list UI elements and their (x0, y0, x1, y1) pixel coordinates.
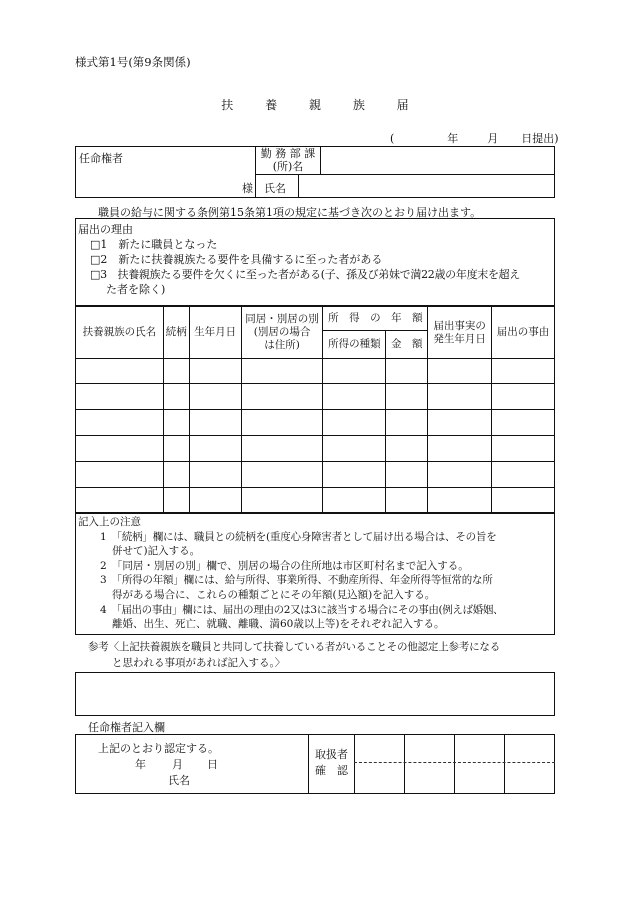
title-char: 親 (308, 98, 321, 112)
table-cell[interactable] (492, 410, 555, 436)
certify-text: 上記のとおり認定する。 (98, 742, 219, 755)
table-cell[interactable] (386, 488, 428, 514)
form-title (0, 96, 630, 113)
table-cell[interactable] (76, 462, 164, 488)
notes-heading: 記入上の注意 (78, 516, 141, 528)
note-line: 4 「届出の事由」欄には、届出の理由の2又は3に該当する場合にその事由(例えば婚姻、 (100, 603, 504, 616)
table-cell[interactable] (386, 436, 428, 462)
col-header-income-type: 所得の種類 (323, 331, 386, 359)
certify-name-label: 氏名 (168, 774, 190, 787)
table-cell[interactable] (189, 462, 241, 488)
table-cell[interactable] (428, 359, 492, 384)
appointing-authority-label: 任命権者 (79, 152, 123, 165)
table-cell[interactable] (189, 359, 241, 384)
certify-year: 年 (135, 758, 146, 771)
handler-stamp-2[interactable] (405, 735, 454, 793)
table-cell[interactable] (241, 488, 323, 514)
table-cell[interactable] (323, 410, 386, 436)
table-cell[interactable] (428, 488, 492, 514)
table-cell[interactable] (323, 359, 386, 384)
table-cell[interactable] (189, 436, 241, 462)
notes-section (78, 515, 553, 632)
table-cell[interactable] (428, 410, 492, 436)
table-cell[interactable] (492, 462, 555, 488)
date-year: 年 (447, 132, 459, 145)
note-line: 1 「続柄」欄には、職員との続柄を(重度心身障害者として届け出る場合は、その旨を (100, 530, 497, 543)
table-row (76, 436, 555, 462)
certify-month: 月 (172, 758, 183, 771)
note-line: 得がある場合に、これらの種類ごとにその年額(見込額)を記入する。 (112, 588, 436, 601)
reference-field[interactable] (75, 672, 555, 716)
table-cell[interactable] (241, 410, 323, 436)
table-cell[interactable] (163, 436, 189, 462)
table-row (76, 410, 555, 436)
col-header-relation: 続柄 (163, 307, 189, 359)
table-cell[interactable] (241, 359, 323, 384)
table-cell[interactable] (76, 359, 164, 384)
department-field[interactable] (321, 147, 554, 173)
table-cell[interactable] (428, 436, 492, 462)
reason-item-3-cont: た者を除く) (106, 283, 166, 296)
table-cell[interactable] (76, 436, 164, 462)
reference-text: 参考〈上記扶養親族を職員と共同して扶養している者がいることその他認定上参考になる と思われる事項があれば記入する。〉 (88, 641, 500, 669)
table-cell[interactable] (76, 488, 164, 514)
col-header-income-amount: 金 額 (386, 331, 428, 359)
table-cell[interactable] (386, 384, 428, 410)
table-cell[interactable] (163, 384, 189, 410)
table-row (76, 359, 555, 384)
table-cell[interactable] (323, 462, 386, 488)
reason-item-2[interactable]: □2 新たに扶養親族たる要件を具備するに至った者がある (90, 253, 383, 266)
form-id: 様式第1号(第9条関係) (75, 55, 191, 69)
table-cell[interactable] (386, 359, 428, 384)
table-cell[interactable] (189, 488, 241, 514)
col-header-name: 扶養親族の氏名 (76, 307, 164, 359)
statement-text: 職員の給与に関する条例第15条第1項の規定に基づき次のとおり届け出ます。 (98, 206, 482, 219)
table-cell[interactable] (189, 410, 241, 436)
note-line: 離婚、出生、死亡、就職、離職、満60歳以上等)をそれぞれ記入する。 (112, 618, 445, 631)
table-cell[interactable] (189, 384, 241, 410)
handler-stamp-3[interactable] (455, 735, 504, 793)
note-line: 併せて)記入する。 (112, 545, 201, 558)
table-cell[interactable] (386, 462, 428, 488)
table-cell[interactable] (163, 410, 189, 436)
title-char: 扶 (221, 98, 234, 112)
table-cell[interactable] (492, 436, 555, 462)
reason-heading: 届出の理由 (78, 223, 133, 236)
table-cell[interactable] (428, 384, 492, 410)
title-char: 養 (265, 98, 278, 112)
handler-label: 取扱者 確 認 (315, 748, 348, 777)
note-line: 2 「同居・別居の別」欄で、別居の場合の住所地は市区町村名まで記入する。 (100, 559, 469, 572)
authority-section-heading: 任命権者記入欄 (88, 721, 165, 734)
department-label: 勤 務 部 課 (所)名 (260, 147, 316, 173)
date-month: 月 (487, 132, 499, 145)
table-cell[interactable] (76, 410, 164, 436)
table-cell[interactable] (241, 462, 323, 488)
table-cell[interactable] (76, 384, 164, 410)
date-day-submitted: 日提出) (521, 132, 559, 145)
table-cell[interactable] (241, 436, 323, 462)
title-char: 届 (396, 98, 409, 112)
handler-stamp-4[interactable] (505, 735, 554, 793)
col-header-birthdate: 生年月日 (189, 307, 241, 359)
title-char: 族 (352, 98, 365, 112)
table-row (76, 462, 555, 488)
table-cell[interactable] (492, 384, 555, 410)
table-cell[interactable] (163, 488, 189, 514)
table-cell[interactable] (492, 359, 555, 384)
table-cell[interactable] (323, 384, 386, 410)
certify-day: 日 (207, 758, 218, 771)
employee-name-label: 氏名 (264, 182, 286, 195)
col-header-annual-income: 所 得 の 年 額 (323, 307, 428, 331)
table-row (76, 384, 555, 410)
handler-stamp-1[interactable] (355, 735, 404, 793)
table-cell[interactable] (323, 436, 386, 462)
table-cell[interactable] (428, 462, 492, 488)
table-cell[interactable] (163, 359, 189, 384)
reason-section (78, 222, 553, 297)
honorific-sama: 様 (242, 182, 253, 195)
table-cell[interactable] (323, 488, 386, 514)
reason-item-1[interactable]: □1 新たに職員となった (90, 238, 218, 251)
date-open: ( (390, 132, 395, 145)
table-cell[interactable] (241, 384, 323, 410)
table-cell[interactable] (386, 410, 428, 436)
employee-name-field[interactable] (299, 175, 554, 197)
table-cell[interactable] (163, 462, 189, 488)
table-cell[interactable] (492, 488, 555, 514)
submission-date (390, 130, 559, 146)
col-header-residence: 同居・別居の別 (別居の場合 は住所) (241, 307, 323, 359)
note-line: 3 「所得の年額」欄には、給与所得、事業所得、不動産所得、年金所得等恒常的な所 (100, 574, 493, 587)
col-header-fact-date: 届出事実の 発生年月日 (428, 307, 492, 359)
dependents-table (75, 306, 555, 514)
reason-item-3[interactable]: □3 扶養親族たる要件を欠くに至った者がある(子、孫及び弟妹で満22歳の年度末を超え (90, 268, 521, 281)
col-header-reason: 届出の事由 (492, 307, 555, 359)
table-row (76, 488, 555, 514)
